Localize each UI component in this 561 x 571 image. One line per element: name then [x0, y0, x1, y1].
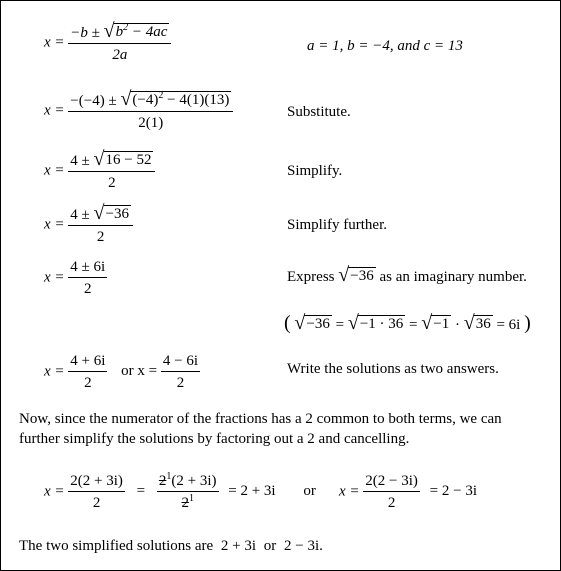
step3-num-text: 4 ±: [70, 153, 90, 169]
step7-fraction-2: [161, 352, 200, 392]
step2-radical: √ $(-4)^2 - 4(1)(13)$: [120, 88, 230, 110]
paragraph-line-1: Now, since the numerator of the fractions has a 2 common to both terms, we can: [19, 411, 502, 427]
conclusion-prefix: The two simplified solutions are: [19, 538, 214, 554]
step5-formula: [44, 258, 107, 298]
step6-eq2: =: [409, 317, 418, 333]
step4-num-text: 4 ±: [70, 207, 90, 223]
step1-rad-rest: − 4ac: [128, 24, 168, 40]
step3-note: Simplify.: [287, 163, 343, 179]
final-cancel-fraction: $\frac{2^1(2 + 3i)}{2^1}$: [158, 471, 217, 511]
step1-rad-exp: 2: [123, 22, 129, 33]
step5-denominator: 2: [83, 281, 92, 297]
step5-lhs: x =: [44, 269, 65, 286]
explanation-paragraph: [19, 409, 502, 449]
step5-note-prefix: Express: [287, 269, 335, 285]
step6-rad3-content: −1: [433, 316, 450, 332]
cancel-numerator: (2 + 3i): [171, 473, 217, 489]
step1-lhs: x =: [44, 34, 65, 51]
step4-fraction: [68, 204, 133, 246]
step3-rad-content: 16 − 52: [105, 152, 152, 168]
step3-fraction: [68, 150, 155, 192]
step6-dot: ·: [454, 317, 460, 333]
step4-denominator: 2: [96, 229, 105, 245]
step1-note: a = 1, b = −4, and c = 13: [307, 38, 463, 54]
final-denominator-1: 2: [92, 495, 101, 511]
step1-radical: √ $b^2 - 4ac$: [103, 20, 168, 42]
step2-fraction: [68, 90, 233, 132]
final-result-2: = 2 − 3i: [429, 483, 477, 500]
step5-fraction: [68, 258, 107, 298]
cancel-num-sup: 1: [166, 471, 172, 482]
conclusion: [19, 536, 323, 556]
step6-rad2-content: −1 · 36: [359, 316, 404, 332]
step4-note: Simplify further.: [287, 217, 387, 233]
step6-open-paren: (: [284, 312, 291, 334]
step1-formula: [44, 22, 171, 64]
step2-rad-base: (−4): [132, 92, 159, 108]
final-fraction-1: [68, 472, 125, 512]
final-simplification-2: [339, 472, 477, 512]
step7-or: or x =: [121, 363, 158, 380]
step6-radical-1: √ −36: [294, 312, 330, 334]
step5-note-radical: √ −36: [338, 264, 374, 286]
step7-note: Write the solutions as two answers.: [287, 361, 499, 377]
conclusion-solution-1: 2 + 3i: [220, 538, 257, 554]
step4-radical: √ −36: [93, 202, 129, 224]
step7-denominator-1: 2: [84, 375, 92, 391]
step7-numerator-1: 4 + 6i: [68, 352, 107, 372]
step6-radical-4: √ 36: [463, 312, 491, 334]
step4-rad-content: −36: [105, 206, 129, 222]
final-lhs-1: x =: [44, 483, 65, 500]
step5-note-suffix: as an imaginary number.: [379, 269, 527, 285]
final-lhs-2: x =: [339, 483, 360, 500]
step1-num-text: −b ±: [70, 25, 100, 41]
step1-denominator: 2a: [112, 47, 128, 63]
step3-denominator: 2: [108, 175, 116, 191]
final-numerator-1: 2(2 + 3i): [68, 472, 125, 492]
final-fraction-2: [363, 472, 420, 512]
cancel-den-sup: 1: [188, 493, 194, 504]
step7-numerator-2: 4 − 6i: [161, 352, 200, 372]
step5-note-rad-content: −36: [350, 268, 374, 284]
final-denominator-2: 2: [387, 495, 396, 511]
step6-rad1-content: −36: [306, 316, 330, 332]
final-eq-1: =: [136, 483, 146, 500]
step7-fraction-1: [68, 352, 107, 392]
step1-rad-b: b: [115, 24, 124, 40]
step3-formula: [44, 150, 155, 192]
step6-identity: [284, 312, 531, 335]
step7-formula: [44, 352, 200, 392]
paragraph-line-2: further simplify the solutions by factoring out a 2 and cancelling.: [19, 431, 410, 447]
final-simplification: [44, 472, 316, 512]
step2-note: Substitute.: [287, 104, 351, 120]
step7-lhs: x =: [44, 363, 65, 380]
step4-lhs: x =: [44, 216, 65, 233]
step6-eq3: = 6i: [496, 317, 521, 333]
step3-radical: √ 16 − 52: [93, 148, 152, 170]
final-numerator-2: 2(2 − 3i): [363, 472, 420, 492]
step4-formula: [44, 204, 133, 246]
step2-denominator: 2(1): [138, 115, 164, 131]
step6-radical-2: √ −1 · 36: [347, 312, 404, 334]
step5-note: [287, 266, 527, 286]
step3-lhs: x =: [44, 162, 65, 179]
final-result-1: = 2 + 3i: [228, 483, 276, 500]
step2-rad-rest: − 4(1)(13): [163, 92, 230, 108]
conclusion-solution-2: 2 − 3i.: [284, 538, 323, 554]
final-or: or: [303, 483, 316, 500]
step2-num-text: −(−4) ±: [70, 93, 117, 109]
step5-numerator: 4 ± 6i: [68, 258, 107, 278]
step6-radical-3: √ −1: [421, 312, 450, 334]
conclusion-or: or: [263, 538, 277, 554]
step2-rad-exp: 2: [158, 90, 164, 101]
step6-eq1: =: [335, 317, 345, 333]
step6-close-paren: ): [524, 312, 531, 334]
step6-rad4-content: 36: [475, 316, 491, 332]
step1-fraction: [68, 22, 171, 64]
step7-denominator-2: 2: [176, 375, 185, 391]
step2-lhs: x =: [44, 102, 65, 119]
step2-formula: [44, 90, 233, 132]
